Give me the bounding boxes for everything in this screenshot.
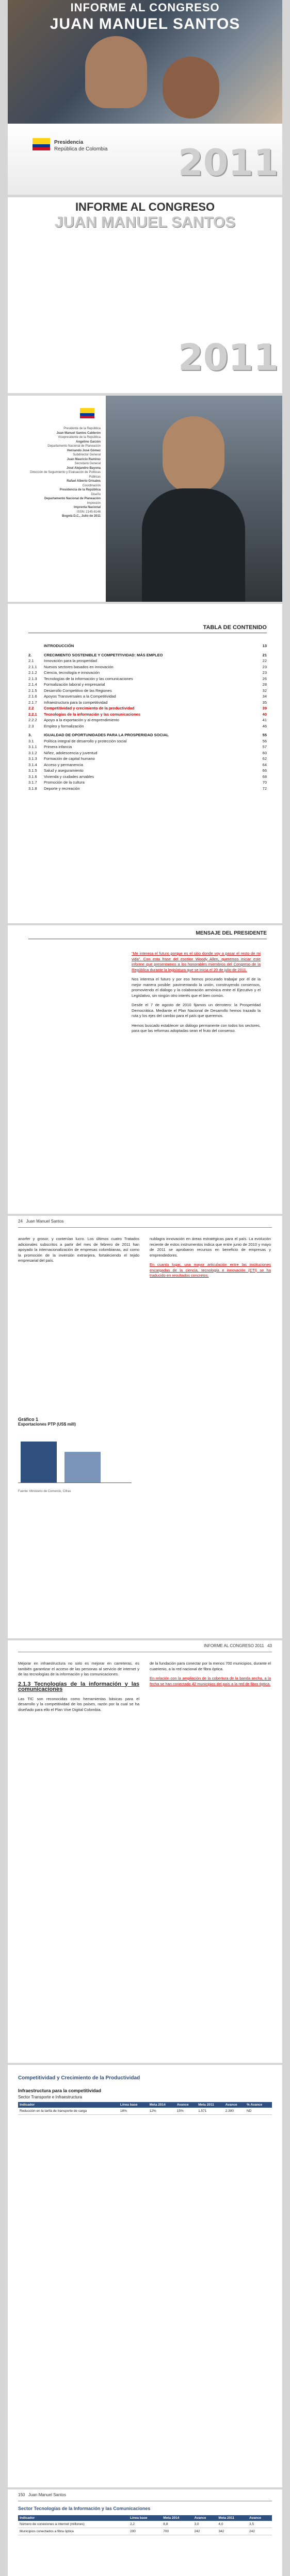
toc-page: 28 [262, 682, 267, 687]
body-right [150, 1236, 271, 1283]
toc-number: 2.2.2 [28, 718, 37, 722]
ict-table [18, 2515, 272, 2535]
table-header: Línea base [119, 2102, 148, 2108]
toc-page: 40 [262, 711, 267, 717]
toc-page: 66 [262, 768, 267, 773]
table-header: Avance [224, 2102, 245, 2108]
page-header [204, 1643, 272, 1648]
credit-line: Presidencia de la República [59, 488, 101, 492]
credit-line: Departamento Nacional de Planeación [47, 445, 101, 448]
title-year: 2011 [178, 336, 279, 379]
table-header: % Avance [245, 2102, 272, 2108]
credit-line: Diseño [91, 493, 101, 496]
credit-line: Rafael Alberto Grisales [67, 480, 101, 483]
toc-label: Acceso y permanencia [44, 762, 83, 767]
toc-label: INTRODUCCIÓN [44, 643, 74, 648]
toc-row[interactable] [28, 676, 267, 682]
page-number: 24 [18, 1219, 23, 1224]
credit-line: ISSN: 2145-8146 [76, 510, 101, 514]
table-cell: 700 [162, 2528, 192, 2535]
body-left [18, 1236, 139, 1268]
toc-page: 13 [262, 643, 267, 648]
table-cell: Municipios conectados a fibra óptica [18, 2528, 128, 2535]
colombia-flag-icon [80, 408, 94, 418]
credit-line: Dirección de Seguimiento y Evaluación de Políticas Públicas [30, 471, 101, 479]
credits-page [8, 396, 282, 602]
toc-list [28, 640, 267, 791]
section-title: Sector Tecnologías de la Información y las Comunicaciones [18, 2506, 151, 2511]
message-quote: “Me interesa el futuro porque es el sitio donde voy a pasar el resto de mi vida”. Con esta frase del escritor Woody Allen, queremos iniciar este informe que presentamos a los honorables miembros del Congreso de la República durante la legislatura que se inicia el 20 de julio de 2011. [132, 951, 261, 972]
toc-row[interactable] [28, 670, 267, 676]
credit-line: Juan Manuel Santos Calderón [56, 431, 101, 435]
chart-bar [65, 1452, 101, 1483]
toc-page: 68 [262, 774, 267, 779]
credit-line: Angelino Garzón [76, 440, 101, 444]
toc-page: 57 [262, 744, 267, 749]
table-cell: 2,2 [128, 2521, 162, 2528]
table-row [18, 2528, 272, 2535]
toc-label: Competitividad y crecimiento de la productividad [44, 706, 135, 710]
toc-number: 3.1.7 [28, 780, 37, 785]
toc-row[interactable] [28, 732, 267, 738]
toc-page: 62 [262, 756, 267, 761]
page-150 [8, 2489, 282, 2576]
table-subtitle: Sector Transporte e Infraestructura [18, 2095, 83, 2099]
title-page [8, 197, 282, 393]
toc-label: Nuevos sectores basados en innovación [44, 664, 114, 669]
infrastructure-table [18, 2102, 272, 2115]
toc-number: 2. [28, 652, 32, 657]
toc-number: 3.1.2 [28, 750, 37, 755]
toc-number: 2.1 [28, 658, 34, 663]
toc-row[interactable] [28, 786, 267, 792]
toc-number: 3.1.5 [28, 768, 37, 773]
cover-page [8, 0, 282, 195]
toc-row[interactable] [28, 762, 267, 768]
toc-label: Ciencia, tecnología e innovación [44, 670, 100, 675]
toc-label: Salud y aseguramiento [44, 768, 84, 773]
body-left-text: Mejorar en infraestructura no solo es mejorar en carreteras, es también garantizar el acceso de las personas al servicio de internet y de las tecnologías de la información y las comunicaciones. [18, 1661, 139, 1676]
toc-page: 70 [262, 780, 267, 785]
toc-row[interactable] [28, 768, 267, 774]
toc-row[interactable] [28, 738, 267, 744]
toc-label: CRECIMIENTO SOSTENIBLE Y COMPETITIVIDAD: MÁS EMPLEO [44, 652, 163, 657]
toc-label: Primera infancia [44, 744, 72, 749]
toc-page: 41 [262, 718, 267, 722]
title-line2: JUAN MANUEL SANTOS [54, 214, 236, 231]
body-right-text: nublagra innovación en áreas estratégicas para el país. La evolución reciente de estos instrumentos indica que entre junio de 2010 y mayo de 2011 se aprobaron recursos en beneficio de empresas y emprendedores. [150, 1236, 271, 1258]
credit-line: Impresión [87, 501, 101, 505]
toc-number: 3.1 [28, 738, 34, 743]
toc-label: Tecnologías de la información y las comunicaciones [44, 711, 140, 717]
table-cell: 1.571 [197, 2108, 224, 2115]
page-header-title: INFORME AL CONGRESO 2011 [203, 1643, 264, 1648]
toc-number: 2.1.1 [28, 664, 37, 669]
toc-page: 55 [262, 733, 267, 737]
toc-page: 46 [262, 723, 267, 728]
toc-page: 34 [262, 694, 267, 699]
toc-number: 2.3 [28, 723, 34, 728]
toc-label: Innovación para la prosperidad [44, 658, 97, 663]
toc-row[interactable] [28, 711, 267, 718]
toc-title: TABLA DE CONTENIDO [203, 624, 267, 631]
credit-line: Vicepresidente de la República [58, 436, 101, 439]
toc-row[interactable] [28, 643, 267, 649]
toc-page: 64 [262, 762, 267, 767]
toc-label: Deporte y recreación [44, 786, 80, 791]
toc-number: 2.1.4 [28, 682, 37, 687]
table-cell: Reducción en la tarifa de transporte de carga [18, 2108, 119, 2115]
toc-page: 60 [262, 750, 267, 755]
title-block [8, 200, 282, 231]
credit-line: Departamento Nacional de Planeación [44, 497, 101, 500]
toc-label: Política integral de desarrollo y protección social [44, 738, 127, 743]
toc-row[interactable] [28, 652, 267, 658]
body-left-text: anorfer y grosor, y contenían lucro. Los últimos cuatro Tratados adicionales subscritos a partir del mes de febrero de 2011 han apoyado la internacionalización de empresas colombianas, así como la promoción de la inversión extranjera, fortaleciendo el tejido empresarial del país. [18, 1236, 139, 1263]
table-cell: 3,5 [248, 2521, 272, 2528]
colombia-flag-icon [33, 138, 50, 150]
toc-row[interactable] [28, 774, 267, 780]
table-header: Meta 2011 [197, 2102, 224, 2108]
body-right-text: de la fundación para conectar por la menos 700 municipios, durante el cuatrienio, a la red nacional de fibra óptica. [150, 1661, 271, 1671]
credit-line: Secretario General [74, 462, 101, 465]
table-cell: 8,8 [162, 2521, 192, 2528]
table-header: Avance [175, 2102, 197, 2108]
toc-number: 2.1.7 [28, 700, 37, 705]
credit-line: Imprenta Nacional [73, 506, 101, 509]
page-number: 150 [18, 2493, 25, 2497]
page-header-author: Juan Manuel Santos [28, 2493, 66, 2497]
chart-source: Fuente: Ministerio de Comercio, Cifras [18, 1490, 71, 1493]
table-cell: 18% [119, 2108, 148, 2115]
toc-row[interactable] [28, 664, 267, 670]
toc-number: 3.1.4 [28, 762, 37, 767]
toc-label: Tecnologías de la información y las comunicaciones [44, 676, 133, 681]
presidency-label [54, 139, 107, 152]
cover-year: 2011 [178, 142, 279, 184]
message-paragraph-3: Hemos buscado establecer un diálogo permanente con todos los sectores, para que las reformas adoptadas sean el fruto del consenso. [132, 1023, 261, 1033]
credit-line: Bogotá D.C., Julio de 2011 [61, 515, 101, 518]
toc-page [8, 604, 282, 923]
page-43 [8, 1640, 282, 2063]
toc-row[interactable] [28, 756, 267, 762]
credit-line: Coordinación [82, 484, 101, 487]
cover-title [8, 1, 282, 33]
page-header [18, 2493, 66, 2497]
toc-row[interactable] [28, 688, 267, 694]
toc-label: Formación de capital humano [44, 756, 95, 761]
toc-label: Infraestructura para la competitividad [44, 700, 108, 705]
toc-label: Niñez, adolescencia y juventud [44, 750, 98, 755]
toc-page: 26 [262, 676, 267, 681]
table-cell: 242 [193, 2528, 217, 2535]
page-header-author: Juan Manuel Santos [26, 1219, 64, 1224]
header-rule [18, 1227, 272, 1228]
table-header: Indicador [18, 2515, 128, 2521]
toc-row[interactable] [28, 779, 267, 786]
cover-title-line2: JUAN MANUEL SANTOS [50, 15, 240, 32]
toc-number: 3. [28, 733, 32, 737]
chart-bar [21, 1442, 57, 1483]
table-header: Avance [193, 2515, 217, 2521]
table-header: Avance [248, 2515, 272, 2521]
toc-number: 2.1.2 [28, 670, 37, 675]
toc-row[interactable] [28, 705, 267, 711]
body-left-text-2: Las TIC son reconocidas como herramientas básicas para el desarrollo y la competitividad de los países, razón por la cual se ha diseñado para ello el Plan Vive Digital Colombia. [18, 1696, 139, 1712]
toc-row[interactable] [28, 693, 267, 700]
toc-row[interactable] [28, 700, 267, 706]
cover-title-line1: INFORME AL CONGRESO [70, 1, 220, 14]
toc-number: 2.1.6 [28, 694, 37, 699]
table-cell: 200 [128, 2528, 162, 2535]
body-right-highlight: En relación con la ampliación de la cobertura de la banda ancha, a la fecha se han conectado 42 municipios del país a la red de fibra óptica. [150, 1676, 271, 1686]
toc-row[interactable] [28, 717, 267, 723]
chart-svg [18, 1429, 132, 1485]
toc-number [28, 643, 44, 649]
presidency-line1: Presidencia [54, 140, 84, 145]
credit-line: Presidente de la República [63, 427, 101, 430]
title-line1: INFORME AL CONGRESO [75, 200, 215, 213]
section-title: Competitividad y Crecimiento de la Productividad [18, 2075, 140, 2081]
toc-number: 2.2.1 [28, 711, 37, 717]
section-title: 2.1.3 Tecnologías de la información y las comunicaciones [18, 1681, 139, 1692]
message-title: MENSAJE DEL PRESIDENTE [196, 930, 267, 936]
table-cell: ND [245, 2108, 272, 2115]
table-title: Infraestructura para la competitividad [18, 2088, 102, 2093]
toc-number: 3.1.3 [28, 756, 37, 761]
body-left [18, 1661, 139, 1717]
toc-page: 21 [262, 652, 267, 657]
table-header: Meta 2011 [217, 2515, 248, 2521]
message-paragraph-2: Desde el 7 de agosto de 2010 fijamos un derrotero: la Prosperidad Democrática. Mediante el Plan Nacional de Desarrollo hemos trazado la ruta y los ejes del cambio para el país que queremos. [132, 1003, 261, 1018]
toc-page: 23 [262, 670, 267, 675]
table-cell: 342 [217, 2528, 248, 2535]
toc-label: Apoyo a la exportación y al emprendimiento [44, 718, 119, 722]
credit-line: Juan Mauricio Ramírez [67, 457, 101, 461]
toc-label: Vivienda y ciudades amables [44, 774, 94, 779]
toc-number: 3.1.8 [28, 786, 37, 791]
credit-line: Hernando José Gómez [67, 449, 101, 452]
toc-page: 72 [262, 786, 267, 791]
table-row [18, 2521, 272, 2528]
toc-label: IGUALDAD DE OPORTUNIDADES PARA LA PROSPERIDAD SOCIAL [44, 733, 169, 737]
table-cell: 2.390 [224, 2108, 245, 2115]
table-cell: 15% [175, 2108, 197, 2115]
president-photo [106, 396, 282, 602]
table-cell: 3,0 [193, 2521, 217, 2528]
toc-label: Empleo y formalización [44, 723, 84, 728]
table-header: Meta 2014 [162, 2515, 192, 2521]
toc-number: 2.1.3 [28, 676, 37, 681]
chart-title: Gráfico 1 [18, 1417, 39, 1422]
chart-subtitle: Exportaciones PTP (US$ mill) [18, 1422, 76, 1427]
table-cell: Número de conexiones a internet (millones) [18, 2521, 128, 2528]
message-paragraph-1: Nos interesa el futuro y por eso hemos procurado trabajar por él de la mejor manera posible: pavimentando la unión, construyendo consensos, promoviendo el diálogo y la colaboración armónica entre el Ejecutivo y el Legislativo, sin ningún otro interés que el bien común. [132, 977, 261, 998]
toc-row[interactable] [28, 658, 267, 664]
table-header: Meta 2014 [148, 2102, 175, 2108]
presidency-line2: República de Colombia [54, 146, 108, 152]
toc-page: 56 [262, 738, 267, 743]
toc-number: 2.1.5 [28, 688, 37, 693]
toc-row[interactable] [28, 723, 267, 730]
toc-label: Formalización laboral y empresarial [44, 682, 105, 687]
toc-row[interactable] [28, 682, 267, 688]
page-table-infra [8, 2065, 282, 2487]
toc-page: 39 [262, 706, 267, 710]
message-page [8, 925, 282, 1214]
toc-number: 2.2 [28, 706, 34, 710]
table-header: Línea base [128, 2515, 162, 2521]
table-cell: 4,0 [217, 2521, 248, 2528]
toc-label: Promoción de la cultura [44, 780, 85, 785]
toc-number: 3.1.6 [28, 774, 37, 779]
exports-chart [18, 1417, 194, 1504]
table-row [18, 2108, 272, 2115]
message-column [132, 951, 261, 1038]
credit-line: José Alejandro Bayona [66, 466, 101, 470]
credit-line: Subdirector General [73, 453, 101, 456]
toc-row[interactable] [28, 750, 267, 756]
toc-page: 23 [262, 664, 267, 669]
toc-page: 32 [262, 688, 267, 693]
body-right [150, 1661, 271, 1691]
table-cell: 242 [248, 2528, 272, 2535]
page-number: 43 [267, 1643, 272, 1648]
page-header [18, 1219, 64, 1224]
body-right-highlight: En cuanto lugar, una mayor articulación entre las instituciones encargadas de la ciencia, tecnología e innovación (CTI) se ha traducido en resultados concretos. [150, 1262, 271, 1278]
toc-label: Desarrollo Competitivo de las Regiones [44, 688, 112, 693]
toc-page: 22 [262, 658, 267, 663]
table-cell: 12% [148, 2108, 175, 2115]
table-header: Indicador [18, 2102, 119, 2108]
credits-list [23, 427, 101, 519]
toc-label: Apoyos Transversales a la Competitividad [44, 694, 116, 699]
page-24 [8, 1216, 282, 1638]
toc-page: 35 [262, 700, 267, 705]
toc-row[interactable] [28, 744, 267, 750]
toc-number: 3.1.1 [28, 744, 37, 749]
